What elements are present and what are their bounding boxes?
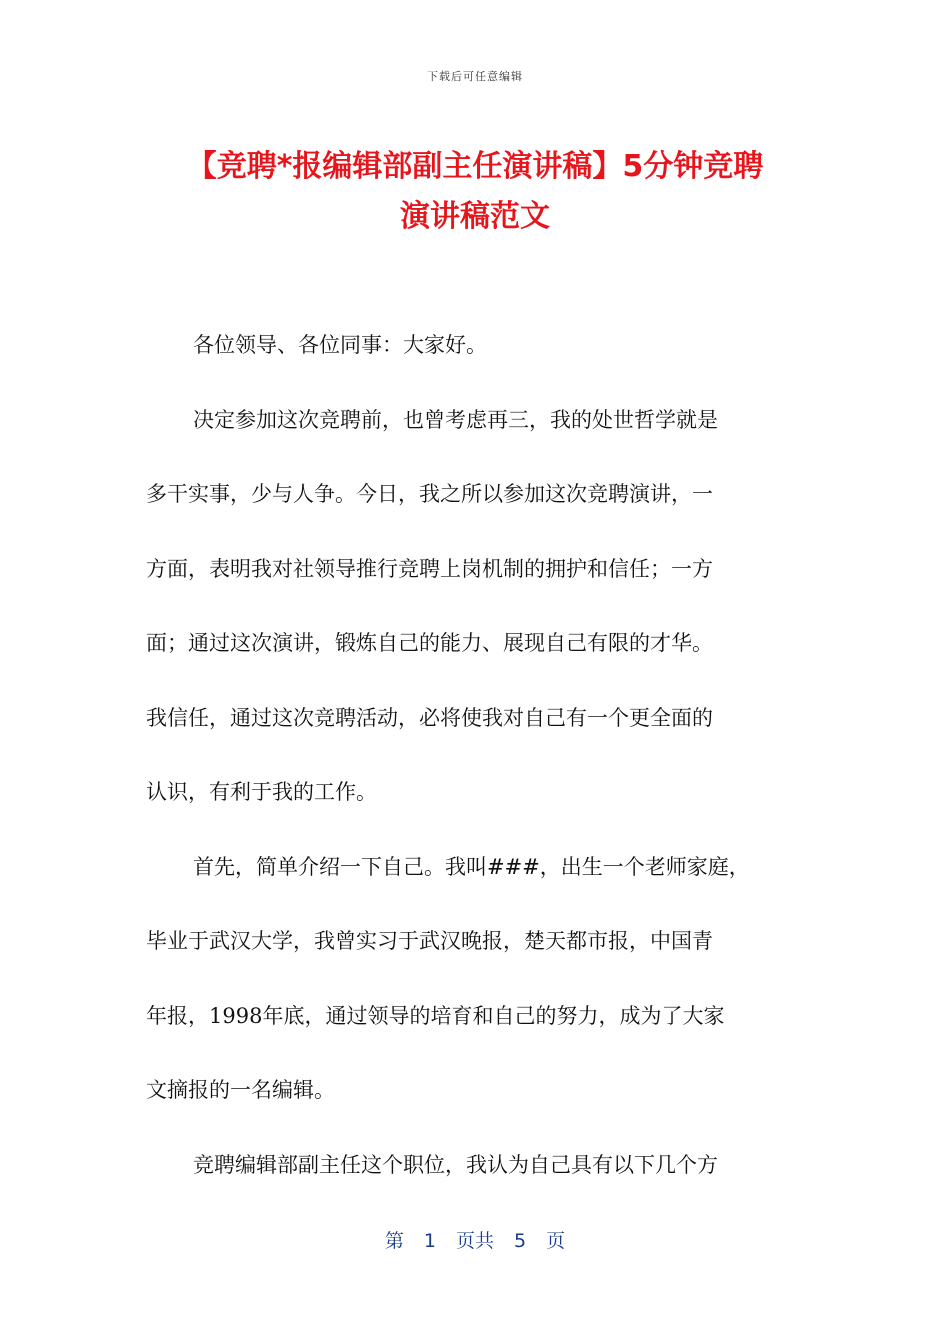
page-footer	[0, 1226, 950, 1253]
footer-middle: 页共	[455, 1230, 494, 1252]
footer-prefix: 第	[384, 1230, 404, 1252]
header-note: 下载后可任意编辑	[427, 70, 523, 83]
footer-page-number: 1	[423, 1230, 436, 1252]
document-title	[140, 142, 810, 242]
body-line: 年报，1998年底，通过领导的培育和自己的努力，成为了大家	[146, 1003, 725, 1028]
body-line: 决定参加这次竞聘前，也曾考虑再三，我的处世哲学就是	[193, 407, 718, 432]
title-line-2: 演讲稿范文	[400, 199, 550, 234]
title-line-1: 【竞聘*报编辑部副主任演讲稿】5分钟竞聘	[186, 149, 764, 184]
body-line: 面；通过这次演讲，锻炼自己的能力、展现自己有限的才华。	[146, 631, 713, 655]
body-line: 方面，表明我对社领导推行竞聘上岗机制的拥护和信任；一方	[146, 556, 713, 581]
body-line: 文摘报的一名编辑。	[146, 1078, 335, 1102]
body-line: 竞聘编辑部副主任这个职位，我认为自己具有以下几个方	[193, 1152, 718, 1177]
body-line: 我信任，通过这次竞聘活动，必将使我对自己有一个更全面的	[146, 705, 713, 730]
body-line: 首先，简单介绍一下自己。我叫###，出生一个老师家庭，	[193, 854, 750, 879]
footer-total-pages: 5	[514, 1230, 527, 1252]
body-line: 多干实事，少与人争。今日，我之所以参加这次竞聘演讲，一	[146, 482, 713, 506]
body-line: 认识，有利于我的工作。	[146, 780, 377, 804]
footer-suffix: 页	[546, 1230, 566, 1252]
body-line: 毕业于武汉大学，我曾实习于武汉晚报，楚天都市报，中国青	[146, 929, 713, 953]
document-body	[146, 318, 796, 1212]
body-line: 各位领导、各位同事：大家好。	[193, 333, 487, 357]
